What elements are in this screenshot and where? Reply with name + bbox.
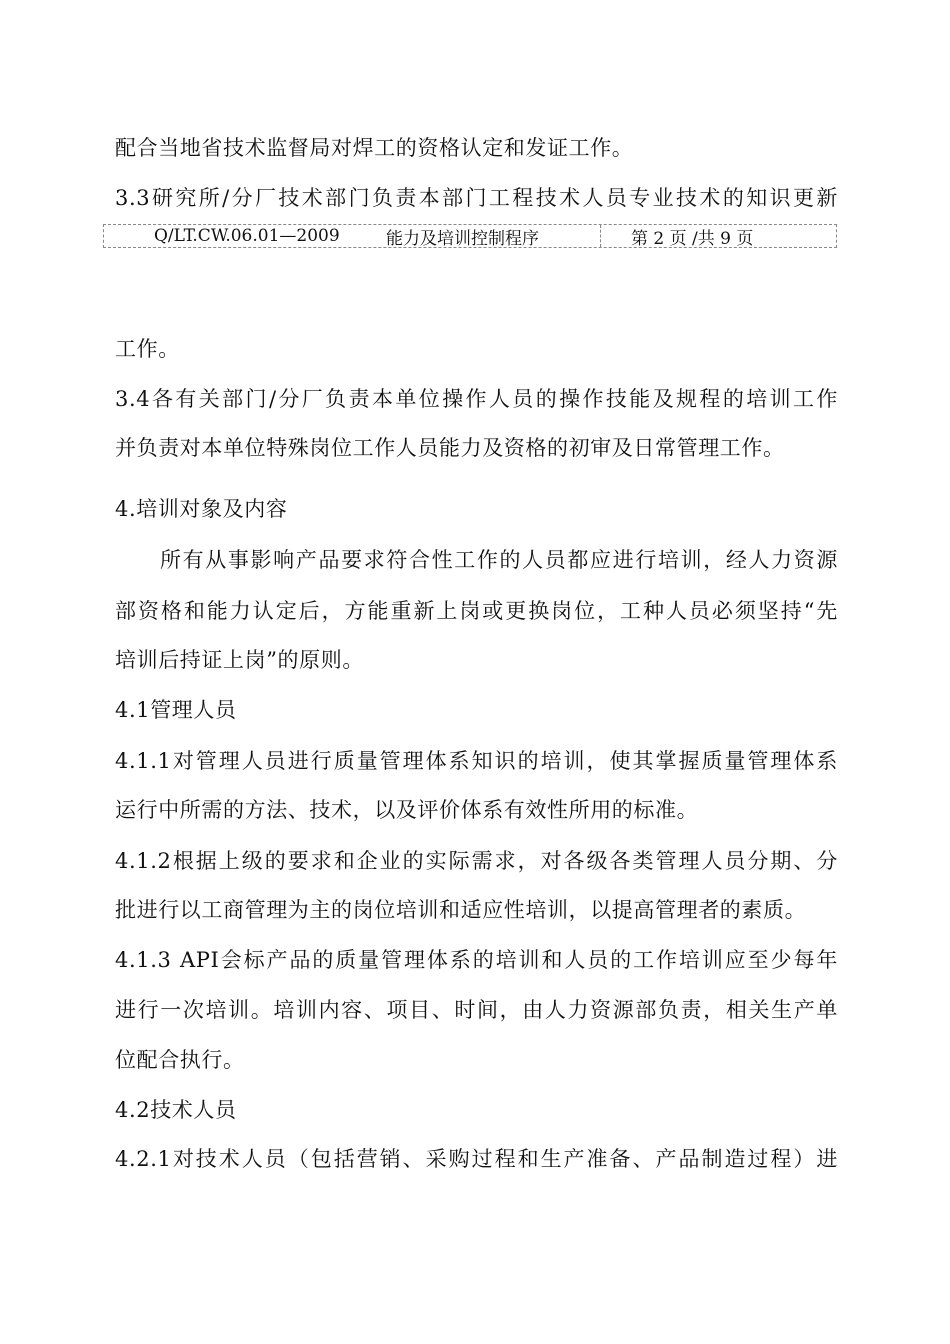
text-line: 部资格和能力认定后，方能重新上岗或更换岗位，工种人员必须坚持“先	[115, 599, 838, 623]
text-line: 批进行以工商管理为主的岗位培训和适应性培训，以提高管理者的素质。	[115, 898, 807, 922]
text-line: 4.1.2根据上级的要求和企业的实际需求，对各级各类管理人员分期、分	[115, 849, 838, 873]
text-line: 3.4各有关部门/分厂负责本单位操作人员的操作技能及规程的培训工作	[115, 387, 838, 411]
text-line: 3.3研究所/分厂技术部门负责本部门工程技术人员专业技术的知识更新	[115, 186, 838, 210]
section-heading: 4.1管理人员	[115, 698, 237, 722]
text-line: 工作。	[115, 337, 180, 361]
text-line: 4.2.1对技术人员（包括营销、采购过程和生产准备、产品制造过程）进	[115, 1147, 838, 1171]
text-line: 并负责对本单位特殊岗位工作人员能力及资格的初审及日常管理工作。	[115, 436, 785, 460]
text-line: 4.1.3 API会标产品的质量管理体系的培训和人员的工作培训应至少每年	[115, 948, 838, 972]
document-code: Q/LT.CW.06.01—2009	[154, 226, 340, 246]
text-line: 位配合执行。	[115, 1048, 245, 1072]
section-heading: 4.2技术人员	[115, 1098, 237, 1122]
section-heading: 4.培训对象及内容	[115, 497, 288, 521]
text-line: 配合当地省技术监督局对焊工的资格认定和发证工作。	[115, 136, 634, 160]
text-line: 培训后持证上岗”的原则。	[115, 648, 364, 672]
text-line: 运行中所需的方法、技术，以及评价体系有效性所用的标准。	[115, 798, 699, 822]
text-line: 进行一次培训。培训内容、项目、时间，由人力资源部负责，相关生产单	[115, 998, 838, 1022]
page-number: 第 2 页 /共 9 页	[631, 228, 754, 249]
text-line: 所有从事影响产品要求符合性工作的人员都应进行培训，经人力资源	[160, 548, 838, 572]
text-line: 4.1.1对管理人员进行质量管理体系知识的培训，使其掌握质量管理体系	[115, 749, 838, 773]
page-footer	[103, 224, 837, 248]
document-title: 能力及培训控制程序	[386, 228, 539, 249]
footer-divider	[600, 225, 601, 247]
